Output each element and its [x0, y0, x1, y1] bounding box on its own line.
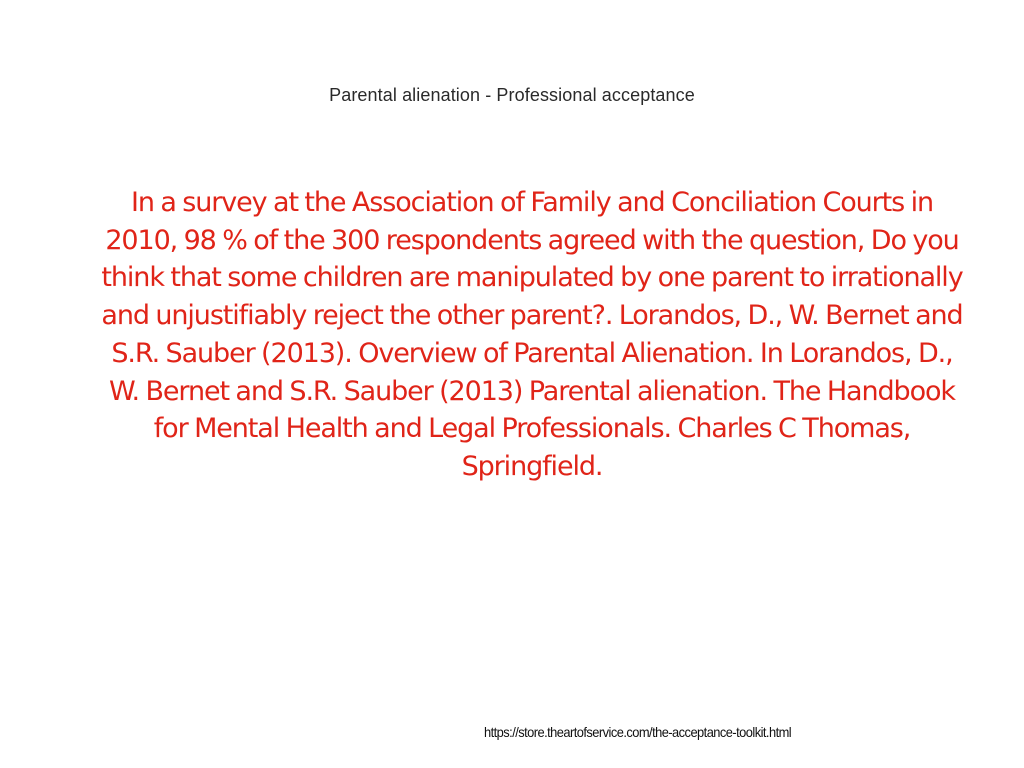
source-url-link[interactable]: https://store.theartofservice.com/the-acceptance-toolkit.html — [484, 724, 792, 740]
slide-title: Parental alienation - Professional acceptance — [329, 85, 695, 105]
slide-body-text: In a survey at the Association of Family and Conciliation Courts in 2010, 98 % of the 300 respondents agreed with the question, Do you think that some children are manipulated by one parent to irrationally and unjustifiably reject the other parent?. Lorandos, D., W. Bernet and S.R. Sauber (2013). Overview of Parental Alienation. In Lorandos, D., W. Bernet and S.R. Sauber (2013) Parental alienation. The Handbook for Mental Health and Legal Professionals. Charles C Thomas, Springfield. — [101, 187, 963, 482]
